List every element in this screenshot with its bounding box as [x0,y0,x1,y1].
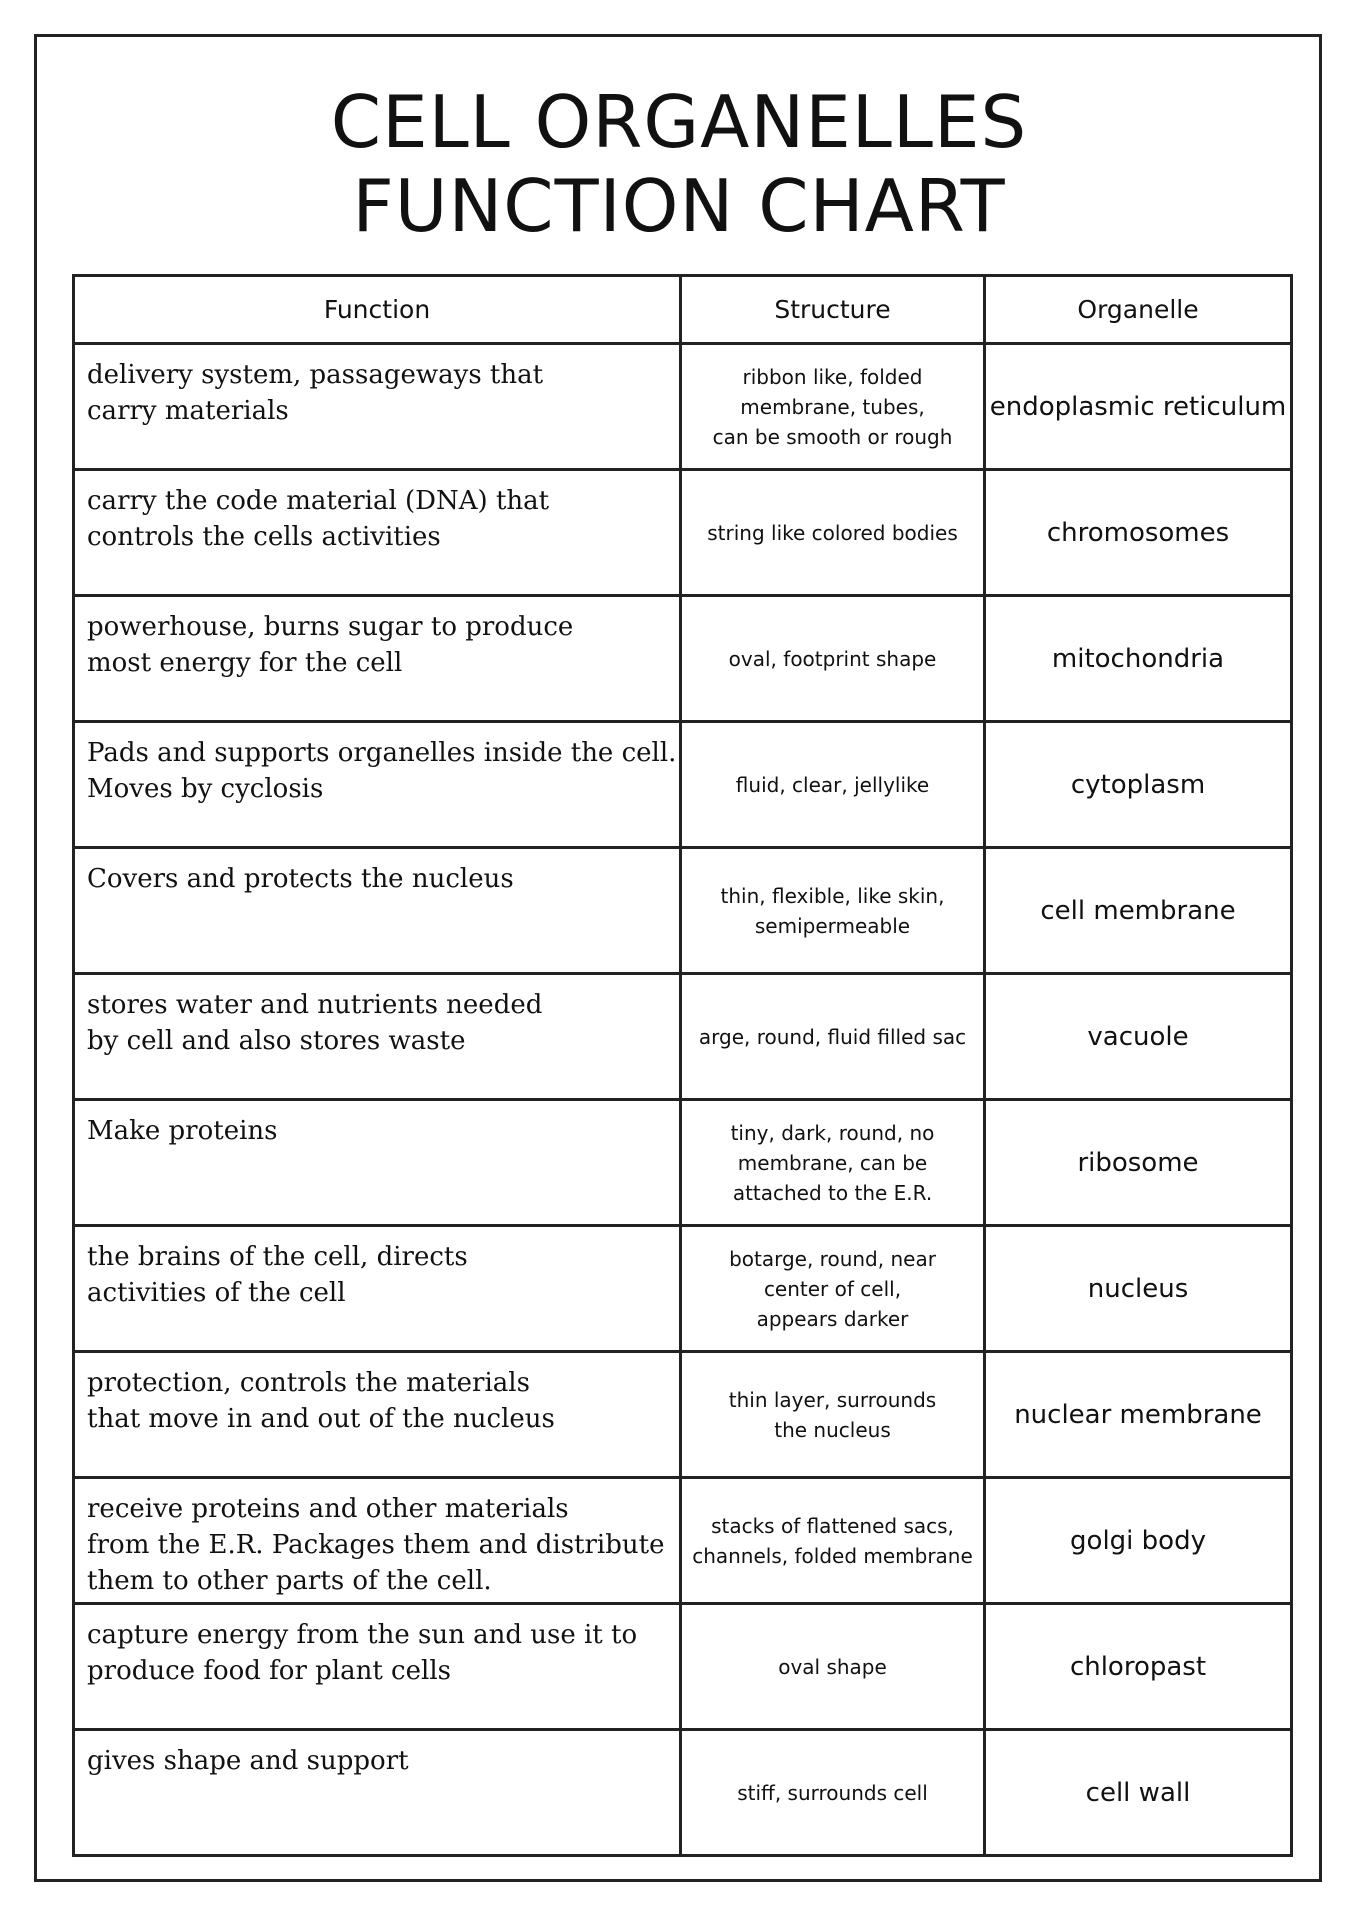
structure-text-line: botarge, round, near [729,1246,936,1271]
function-cell [74,722,681,848]
function-text-line: capture energy from the sun and use it to [87,1620,638,1650]
function-text-line: carry the code material (DNA) that [87,486,550,516]
organelle-cell: cell membrane [985,848,1292,974]
table-row [74,1226,1292,1352]
page-title [0,80,1358,248]
function-text-line: produce food for plant cells [87,1656,451,1686]
function-text-line: Moves by cyclosis [87,774,324,804]
table-row [74,722,1292,848]
organelle-cell: nucleus [985,1226,1292,1352]
table-row [74,1100,1292,1226]
function-text-line: Pads and supports organelles inside the cell. [87,738,677,768]
structure-cell [681,596,985,722]
structure-cell [681,974,985,1100]
function-text-line: carry materials [87,396,289,426]
table-row [74,1604,1292,1730]
title-line-1: CELL ORGANELLES [330,80,1028,164]
structure-text-line: fluid, clear, jellylike [735,772,930,797]
function-text-line: stores water and nutrients needed [87,990,543,1020]
structure-text-line: stacks of flattened sacs, [711,1513,954,1538]
structure-text-line: membrane, tubes, [740,394,925,419]
structure-text-line: thin, flexible, like skin, [720,883,945,908]
organelle-cell: cell wall [985,1730,1292,1856]
table-row [74,974,1292,1100]
structure-text-line: membrane, can be [737,1150,928,1175]
table-row [74,344,1292,470]
structure-text-line: attached to the E.R. [732,1180,933,1205]
structure-text-line: oval, footprint shape [728,646,937,671]
header-organelle: Organelle [985,276,1292,344]
function-text-line: controls the cells activities [87,522,441,552]
structure-text-line: string like colored bodies [707,520,958,545]
structure-cell [681,1352,985,1478]
organelle-cell: ribosome [985,1100,1292,1226]
function-text-line: them to other parts of the cell. [87,1566,492,1596]
function-cell [74,1226,681,1352]
structure-text-line: oval shape [778,1654,887,1679]
function-text-line: the brains of the cell, directs [87,1242,468,1272]
organelle-table [72,274,1293,1857]
structure-text-line: tiny, dark, round, no [730,1120,935,1145]
structure-text-line: center of cell, [763,1276,902,1301]
organelle-cell: golgi body [985,1478,1292,1604]
structure-cell [681,722,985,848]
function-cell [74,1352,681,1478]
table-row [74,1352,1292,1478]
function-text-line: delivery system, passageways that [87,360,544,390]
function-cell [74,470,681,596]
structure-text-line: appears darker [756,1306,909,1331]
function-text-line: protection, controls the materials [87,1368,530,1398]
structure-text-line: channels, folded membrane [692,1543,973,1568]
function-cell [74,344,681,470]
structure-cell [681,344,985,470]
title-line-2: FUNCTION CHART [352,164,1006,248]
structure-text-line: stiff, surrounds cell [737,1780,928,1805]
structure-cell [681,470,985,596]
function-text-line: receive proteins and other materials [87,1494,569,1524]
structure-cell [681,1226,985,1352]
function-cell [74,1100,681,1226]
structure-text-line: the nucleus [774,1417,891,1442]
function-text-line: most energy for the cell [87,648,403,678]
structure-cell [681,1730,985,1856]
organelle-cell: nuclear membrane [985,1352,1292,1478]
header-function: Function [74,276,681,344]
organelle-cell: mitochondria [985,596,1292,722]
function-text-line: that move in and out of the nucleus [87,1404,555,1434]
structure-text-line: arge, round, fluid filled sac [698,1024,967,1049]
function-cell [74,1478,681,1604]
function-cell [74,596,681,722]
function-text-line: from the E.R. Packages them and distribute [87,1530,665,1560]
structure-text-line: semipermeable [754,913,911,938]
organelle-cell: vacuole [985,974,1292,1100]
function-text-line: by cell and also stores waste [87,1026,466,1056]
structure-text-line: can be smooth or rough [712,424,953,449]
function-text-line: activities of the cell [87,1278,346,1308]
table-row [74,470,1292,596]
header-structure: Structure [681,276,985,344]
structure-cell [681,1478,985,1604]
table-row [74,1730,1292,1856]
structure-cell [681,1604,985,1730]
structure-text-line: thin layer, surrounds [728,1387,937,1412]
function-cell [74,1730,681,1856]
organelle-cell: cytoplasm [985,722,1292,848]
function-text-line: gives shape and support [87,1746,409,1776]
structure-text-line: ribbon like, folded [742,364,923,389]
table-row [74,596,1292,722]
table-body [74,344,1292,1856]
organelle-cell: endoplasmic reticulum [985,344,1292,470]
table-row [74,1478,1292,1604]
structure-cell [681,848,985,974]
function-cell [74,848,681,974]
function-text-line: powerhouse, burns sugar to produce [87,612,574,642]
organelle-cell: chloropast [985,1604,1292,1730]
table-row [74,848,1292,974]
function-text-line: Covers and protects the nucleus [87,864,514,894]
table-header-row [74,276,1292,344]
function-cell [74,974,681,1100]
function-text-line: Make proteins [87,1116,278,1146]
function-cell [74,1604,681,1730]
structure-cell [681,1100,985,1226]
organelle-cell: chromosomes [985,470,1292,596]
